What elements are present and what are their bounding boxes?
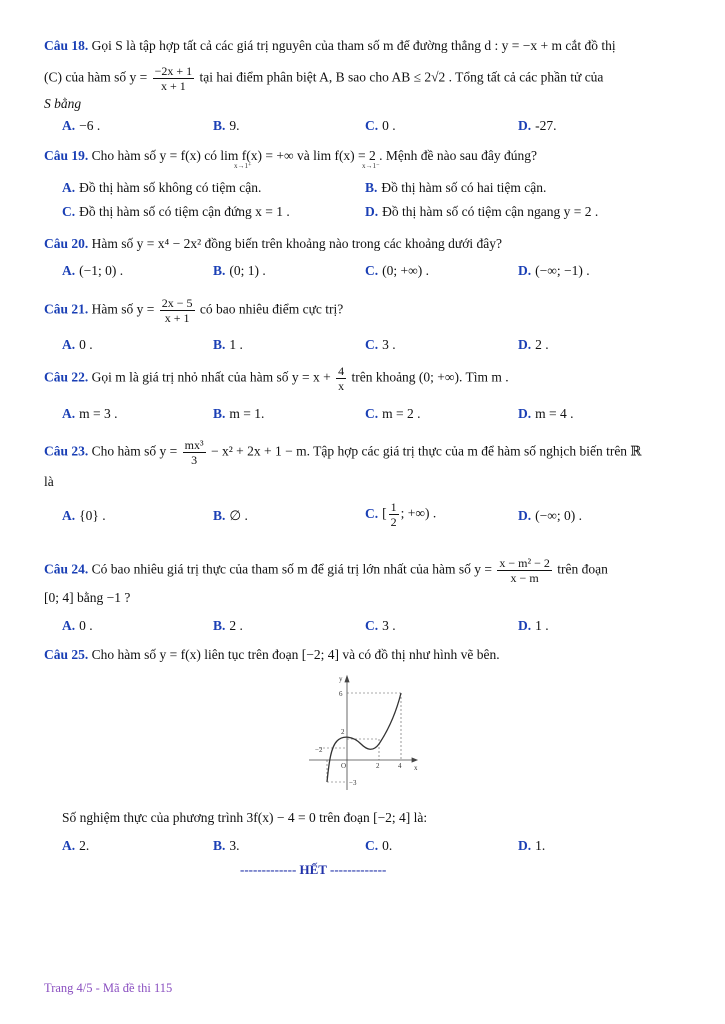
option-d[interactable]: D. 1. bbox=[518, 838, 546, 853]
question-label: Câu 22. bbox=[44, 369, 89, 385]
question-21: Câu 21. Hàm số y = $\frac{2x - 5}{x + 1}$ có bao nhiêu điểm cực trị? bbox=[44, 296, 344, 325]
option-b[interactable]: B. 1 . bbox=[213, 337, 243, 352]
option-c[interactable]: C. Đồ thị hàm số có tiệm cận đứng x = 1 . bbox=[62, 204, 290, 219]
options-25 bbox=[62, 838, 692, 858]
options-21 bbox=[62, 337, 692, 357]
question-18-line3: S bằng bbox=[44, 96, 82, 111]
option-a[interactable]: A. Đồ thị hàm số không có tiệm cận. bbox=[62, 180, 262, 195]
fraction: $\frac{2x - 5}{x + 1}$ bbox=[161, 296, 193, 325]
tick-x2: 2 bbox=[376, 762, 380, 770]
options-20 bbox=[62, 263, 692, 283]
question-23: Câu 23. Cho hàm số y = $\frac{\text{mx³}}{3}$ − x² + 2x + 1 − m. Tập hợp các giá trị thực của m để hàm số nghịch biến trên ℝ bbox=[44, 438, 642, 467]
option-d[interactable]: D. m = 4 . bbox=[518, 406, 574, 421]
question-text: Hàm số y = x⁴ − 2x² đồng biến trên khoảng nào trong các khoảng dưới đây? bbox=[88, 236, 502, 251]
fraction: $\frac{\text{x − m² − 2}}{x - m}$ bbox=[499, 556, 550, 585]
options-24 bbox=[62, 618, 692, 638]
option-b[interactable]: B. m = 1. bbox=[213, 406, 265, 421]
option-b[interactable]: B. 9. bbox=[213, 118, 240, 133]
options-19-row1 bbox=[62, 180, 692, 200]
fraction: $\frac{4}{x}$ bbox=[338, 364, 345, 393]
options-18 bbox=[62, 118, 692, 138]
option-c[interactable]: C. (0; +∞) . bbox=[365, 263, 429, 278]
option-b[interactable]: B. 3. bbox=[213, 838, 240, 853]
question-text: Cho hàm số y = f(x) liên tục trên đoạn [−2; 4] và có đồ thị như hình vẽ bên. bbox=[88, 647, 500, 662]
tick-x4: 4 bbox=[398, 762, 402, 770]
question-23-line2: là bbox=[44, 474, 54, 489]
question-label: Câu 21. bbox=[44, 301, 89, 317]
question-20 bbox=[44, 234, 692, 253]
option-c[interactable]: C. 3 . bbox=[365, 337, 396, 352]
tick-6: 6 bbox=[339, 690, 343, 698]
option-b[interactable]: B. (0; 1) . bbox=[213, 263, 266, 278]
option-b[interactable]: B. 2 . bbox=[213, 618, 243, 633]
option-d[interactable]: D. (−∞; 0) . bbox=[518, 508, 582, 523]
option-d[interactable]: D. (−∞; −1) . bbox=[518, 263, 590, 278]
question-24: Câu 24. Có bao nhiêu giá trị thực của tham số m để giá trị lớn nhất của hàm số y = $\frac{\text{x − m² − 2}}{x - m}$ trên đoạn bbox=[44, 556, 608, 585]
option-d[interactable]: D. Đồ thị hàm số có tiệm cận ngang y = 2 . bbox=[365, 204, 599, 219]
limit-subscript-1: x→1⁺ bbox=[234, 162, 252, 170]
question-text: (C) của hàm số y = bbox=[44, 69, 148, 85]
question-text: Gọi S là tập hợp tất cả các giá trị nguyên của tham số m để đường thẳng d : y = −x + m cắt đồ thị bbox=[88, 38, 616, 53]
fraction: $\frac{-2x + 1}{x + 1}$ bbox=[154, 64, 193, 93]
option-b[interactable]: B. ∅ . bbox=[213, 508, 248, 523]
page-footer: Trang 4/5 - Mã đề thi 115 bbox=[44, 981, 173, 995]
tick-neg3: −3 bbox=[349, 779, 357, 787]
end-marker: ------------- HẾT ------------- bbox=[240, 862, 387, 877]
question-18-line2 bbox=[44, 64, 692, 93]
option-b[interactable]: B. Đồ thị hàm số có hai tiệm cận. bbox=[365, 180, 547, 195]
option-d[interactable]: D. -27. bbox=[518, 118, 557, 133]
question-22: Câu 22. Gọi m là giá trị nhỏ nhất của hàm số y = x + $\frac{4}{x}$ trên khoảng (0; +∞). Tìm m . bbox=[44, 364, 509, 393]
option-a[interactable]: A. m = 3 . bbox=[62, 406, 118, 421]
question-label: Câu 19. bbox=[44, 148, 89, 163]
question-label: Câu 24. bbox=[44, 561, 89, 577]
guide-lines bbox=[319, 693, 401, 782]
option-c[interactable]: C. 0 . bbox=[365, 118, 396, 133]
y-label: y bbox=[339, 675, 343, 683]
option-c[interactable]: C. [ $\frac{1}{2}$ ; +∞) . bbox=[365, 500, 437, 529]
option-a[interactable]: A. 2. bbox=[62, 838, 90, 853]
x-label: x bbox=[414, 764, 418, 772]
question-18 bbox=[44, 36, 692, 55]
option-a[interactable]: A. 0 . bbox=[62, 337, 93, 352]
tick-neg2: −2 bbox=[315, 746, 323, 754]
option-a[interactable]: A. −6 . bbox=[62, 118, 101, 133]
options-22 bbox=[62, 406, 692, 426]
tick-2: 2 bbox=[341, 728, 345, 736]
options-23 bbox=[62, 500, 692, 529]
question-25-prompt: Số nghiệm thực của phương trình 3f(x) − 4 = 0 trên đoạn [−2; 4] là: bbox=[62, 810, 428, 825]
fraction: $\frac{\text{mx³}}{3}$ bbox=[184, 438, 204, 467]
option-a[interactable]: A. 0 . bbox=[62, 618, 93, 633]
options-19-row2 bbox=[62, 204, 692, 224]
question-label: Câu 20. bbox=[44, 236, 89, 251]
question-25 bbox=[44, 645, 692, 664]
question-label: Câu 23. bbox=[44, 443, 89, 459]
option-d[interactable]: D. 1 . bbox=[518, 618, 549, 633]
question-24-line2: [0; 4] bằng −1 ? bbox=[44, 590, 131, 605]
question-text: tại hai điểm phân biệt A, B sao cho AB ≤ 2√2 . Tổng tất cả các phần tử của bbox=[199, 69, 604, 85]
origin-label: O bbox=[341, 762, 347, 770]
option-c[interactable]: C. m = 2 . bbox=[365, 406, 421, 421]
option-a[interactable]: A. {0} . bbox=[62, 508, 106, 523]
option-d[interactable]: D. 2 . bbox=[518, 337, 549, 352]
option-c[interactable]: C. 3 . bbox=[365, 618, 396, 633]
question-label: Câu 18. bbox=[44, 38, 89, 53]
question-text: Cho hàm số y = f(x) có lim f(x) = +∞ và lim f(x) = 2 . Mệnh đề nào sau đây đúng? bbox=[88, 148, 538, 163]
limit-subscript-2: x→1⁻ bbox=[362, 162, 380, 170]
option-a[interactable]: A. (−1; 0) . bbox=[62, 263, 124, 278]
curve bbox=[327, 693, 401, 782]
function-graph bbox=[305, 672, 421, 794]
option-c[interactable]: C. 0. bbox=[365, 838, 393, 853]
question-label: Câu 25. bbox=[44, 647, 89, 662]
